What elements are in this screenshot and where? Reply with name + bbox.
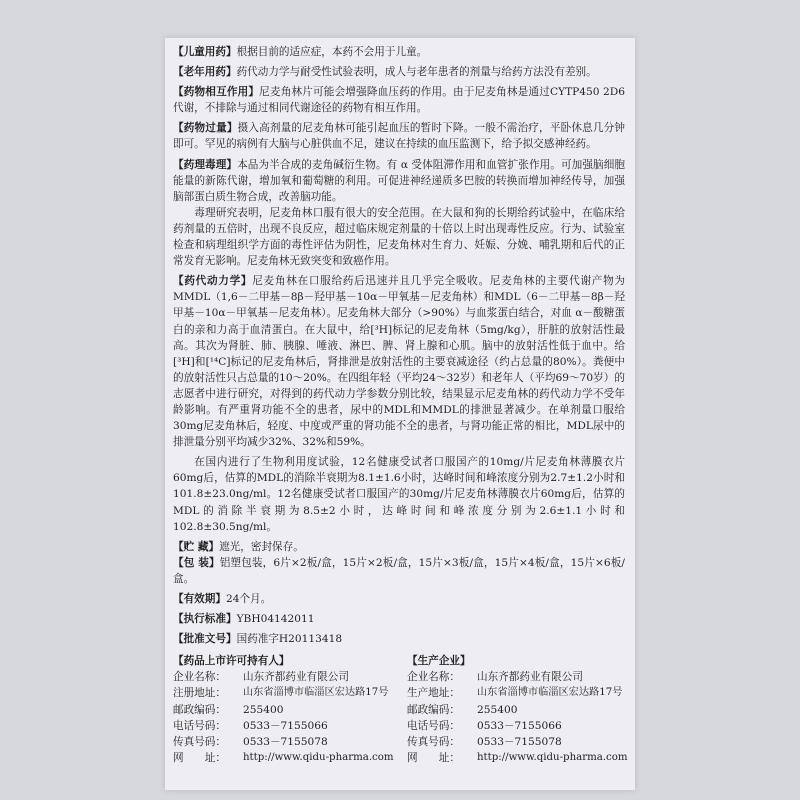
website-link[interactable]: http://www.qidu-pharma.com xyxy=(243,751,394,763)
field-label: 网 址： xyxy=(407,751,460,764)
field-label: 网 址： xyxy=(173,751,226,764)
section-standard xyxy=(173,611,625,627)
section-title: 【包 装】 xyxy=(173,556,220,569)
field-label: 电话号码： xyxy=(173,719,226,732)
section-body: 遮光，密封保存。 xyxy=(219,540,304,553)
section-pharmacokinetics-paragraph-2: 在国内进行了生物利用度试验，12名健康受试者口服国产的10mg/片尼麦角林薄膜衣片60mg后，估算的MDL的消除半衰期为8.1±1.6小时，达峰时间和峰浓度分别为2.7±1.2小时和101.8±23.0ng/ml。12名健康受试者口服国产的30mg/片尼麦角林薄膜衣片60mg后，估算的MDL的消除半衰期为8.5±2小时，达峰时间和峰浓度分别为2.6±1.1小时和102.8±30.5ng/ml。 xyxy=(173,456,625,533)
field-value: 山东省淄博市临淄区宏达路17号 xyxy=(477,687,623,699)
manufacturer-column xyxy=(407,653,628,766)
section-toxicology-paragraph-2: 毒理研究表明，尼麦角林口服有很大的安全范围。在大鼠和狗的长期给药试验中，在临床给药剂量的五倍时，出现不良反应，超过临床规定剂量的十倍以上时出现毒性反应。行为、试验室检查和病理组织学方面的毒性评估为阴性，尼麦角林对生育力、妊娠、分娩、哺乳期和后代的正常发育无影响。尼麦角林无致突变和致癌作用。 xyxy=(173,206,625,268)
website-link[interactable]: http://www.qidu-pharma.com xyxy=(477,751,628,763)
section-pediatric xyxy=(173,44,625,60)
section-title: 【药物相互作用】 xyxy=(173,86,260,99)
section-body: 本品为半合成的麦角碱衍生物。有 α 受体阻滞作用和血管扩张作用。可加强脑细胞能量的新陈代谢，增加氧和葡萄糖的利用。可促进神经递质多巴胺的转换而增加神经传导，加强脑部蛋白质生物合成，改善脑功能。 xyxy=(173,158,626,203)
section-body: 摄入高剂量的尼麦角林可能引起血压的暂时下降。一般不需治疗，平卧休息几分钟即可。罕见的病例有大脑与心脏供血不足，建议在持续的血压监测下，给予拟交感神经药。 xyxy=(173,122,626,151)
section-pharmacokinetics xyxy=(173,273,625,450)
field-label: 传真号码： xyxy=(407,735,460,748)
holder-row-postcode xyxy=(173,702,391,718)
field-label: 邮政编码： xyxy=(173,703,226,716)
manufacturer-row-website xyxy=(407,750,628,766)
section-title: 【药代动力学】 xyxy=(173,275,253,288)
field-value: 山东齐都药业有限公司 xyxy=(477,671,583,684)
section-body: YBH04142011 xyxy=(236,613,315,626)
leaflet-content xyxy=(173,44,628,766)
license-holder-column xyxy=(173,653,394,766)
section-body: 尼麦角林片可能会增强降血压药的作用。由于尼麦角林是通过CYTP450 2D6代谢，不排除与通过相同代谢途径的药物有相互作用。 xyxy=(173,86,626,115)
leaflet-page xyxy=(165,38,635,790)
holder-row-fax xyxy=(173,734,391,750)
field-value: 0533－7155066 xyxy=(243,719,328,732)
section-title: 【有效期】 xyxy=(173,593,226,605)
section-body: 根据目前的适应症，本药不会用于儿童。 xyxy=(236,46,428,58)
section-geriatric xyxy=(173,64,625,80)
section-approval xyxy=(173,631,625,647)
manufacturer-row-address xyxy=(407,685,625,701)
section-toxicology xyxy=(173,157,625,205)
section-title: 【执行标准】 xyxy=(173,613,237,626)
field-label: 邮政编码： xyxy=(407,703,460,716)
section-interaction xyxy=(173,84,625,116)
field-label: 企业名称： xyxy=(407,671,460,684)
section-title: 【老年用药】 xyxy=(173,66,237,79)
field-value: 255400 xyxy=(243,703,284,716)
section-title: 【批准文号】 xyxy=(173,633,237,646)
holder-row-phone xyxy=(173,718,391,734)
section-storage xyxy=(173,539,625,555)
manufacturer-row-postcode xyxy=(407,702,625,718)
section-body: 药代动力学与耐受性试验表明，成人与老年患者的剂量与给药方法没有差别。 xyxy=(236,66,597,79)
field-value: 山东齐都药业有限公司 xyxy=(243,671,349,684)
manufacturer-title: 【生产企业】 xyxy=(407,655,471,668)
section-title: 【儿童用药】 xyxy=(173,46,237,58)
field-label: 传真号码： xyxy=(173,735,226,748)
field-value: 0533－7155078 xyxy=(243,735,328,748)
manufacturer-row-name xyxy=(407,669,625,685)
section-body: 24个月。 xyxy=(225,593,272,605)
manufacturer-row-phone xyxy=(407,718,625,734)
holder-row-address xyxy=(173,685,391,701)
section-overdose xyxy=(173,120,625,152)
company-info xyxy=(173,653,628,766)
manufacturer-row-fax xyxy=(407,734,625,750)
section-title: 【药物过量】 xyxy=(173,122,238,135)
field-label: 企业名称： xyxy=(173,671,226,684)
field-value: 255400 xyxy=(477,703,518,716)
holder-row-name xyxy=(173,669,391,685)
field-label: 电话号码： xyxy=(407,719,460,732)
holder-row-website xyxy=(173,750,394,766)
field-value: 0533－7155078 xyxy=(477,735,562,748)
field-value: 0533－7155066 xyxy=(477,719,562,732)
section-package xyxy=(173,555,625,587)
license-holder-title: 【药品上市许可持有人】 xyxy=(173,655,290,668)
section-validity xyxy=(173,591,625,607)
field-value: 山东省淄博市临淄区宏达路17号 xyxy=(243,687,389,699)
section-body: 国药准字H20113418 xyxy=(236,633,343,646)
field-label: 注册地址： xyxy=(173,687,226,700)
field-label: 生产地址： xyxy=(407,687,460,700)
section-body: 铝塑包装，6片×2板/盒，15片×2板/盒，15片×3板/盒，15片×4板/盒，15片×6板/盒。 xyxy=(173,556,625,585)
section-title: 【贮 藏】 xyxy=(173,540,220,553)
section-title: 【药理毒理】 xyxy=(173,158,238,171)
section-body: 尼麦角林在口服给药后迅速并且几乎完全吸收。尼麦角林的主要代谢产物为MMDL（1,6－二甲基－8β－羟甲基－10α－甲氧基－尼麦角林）和MDL（6－二甲基－8β－羟甲基－10α－甲氧基－尼麦角林）。尼麦角林大部分（>90%）与血浆蛋白结合，对血 α－酸糖蛋白的亲和力高于血清蛋白。在大鼠中，给[³H]标记的尼麦角林（5mg/kg），肝脏的放射活性最高。其次为肾脏、肺、胰腺、唾液、淋巴、脾、肾上腺和心肌。脑中的放射活性低于血中。给[³H]和[¹⁴C]标记的尼麦角林后，肾排泄是放射活性的主要衰减途径（约占总量的80%）。粪便中的放射活性只占总量的10～20%。在四组年轻（平均24～32岁）和老年人（平均69～70岁）的志愿者中进行研究，对得到的药代动力学参数分别比较，结果显示尼麦角林的药代动力学不受年龄影响。有严重肾功能不全的患者，尿中的MDL和MMDL的排泄显著减少。在单剂量口服给30mg尼麦角林后，轻度、中度或严重的肾功能不全的患者，与肾功能正常的相比，MDL尿中的排泄量分别平均减少32%、32%和59%。 xyxy=(173,275,626,449)
